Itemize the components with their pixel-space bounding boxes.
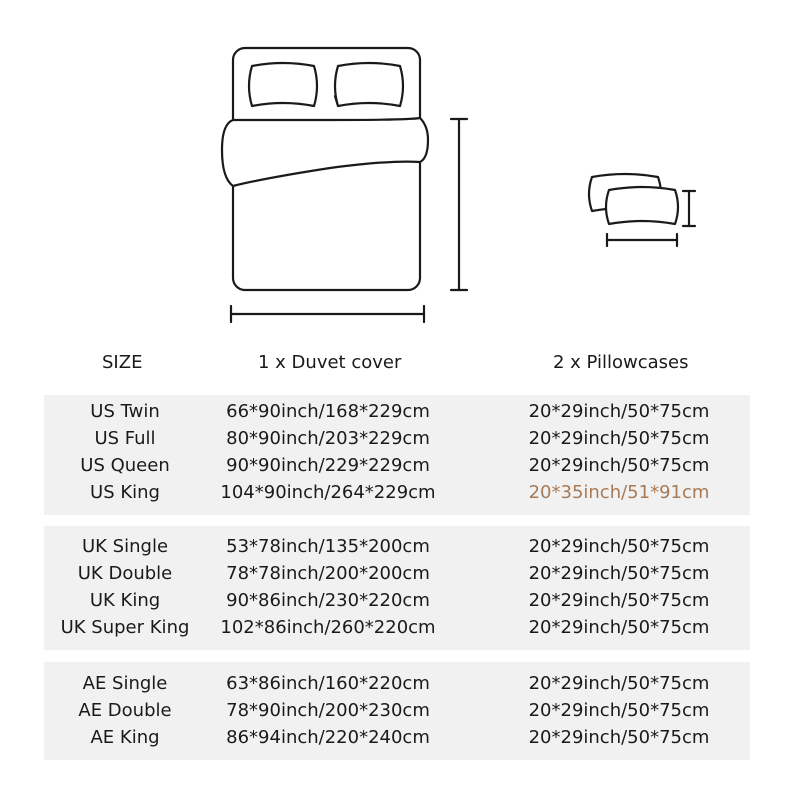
pillow-cell: 20*29inch/50*75cm <box>528 428 710 449</box>
pillow-cell: 20*29inch/50*75cm <box>528 401 710 422</box>
duvet-cell: 104*90inch/264*229cm <box>220 482 436 503</box>
table-row <box>44 614 750 641</box>
bed-icon <box>222 48 428 290</box>
table-row <box>44 479 750 506</box>
bedding-illustration <box>0 0 800 340</box>
duvet-cell: 78*78inch/200*200cm <box>226 563 430 584</box>
table-row <box>44 697 750 724</box>
duvet-cell: 66*90inch/168*229cm <box>226 401 430 422</box>
size-cell: AE Double <box>78 700 172 721</box>
table-row <box>44 560 750 587</box>
duvet-cell: 90*86inch/230*220cm <box>226 590 430 611</box>
pillow-cell: 20*29inch/50*75cm <box>528 617 710 638</box>
us-size-group <box>44 395 750 515</box>
table-row <box>44 670 750 697</box>
duvet-cell: 86*94inch/220*240cm <box>226 727 430 748</box>
duvet-column-header: 1 x Duvet cover <box>258 352 402 373</box>
size-cell: UK Single <box>81 536 169 557</box>
table-row <box>44 724 750 751</box>
size-cell: US King <box>90 482 160 503</box>
pillow-cell: 20*29inch/50*75cm <box>528 673 710 694</box>
duvet-height-dimension-icon <box>451 119 467 290</box>
pillowcases-icon <box>589 174 678 224</box>
pillow-cell: 20*29inch/50*75cm <box>528 563 710 584</box>
pillow-cell-highlighted: 20*35inch/51*91cm <box>528 482 710 503</box>
table-row <box>44 398 750 425</box>
pillow-cell: 20*29inch/50*75cm <box>528 536 710 557</box>
duvet-cell: 102*86inch/260*220cm <box>220 617 436 638</box>
ae-size-group <box>44 662 750 760</box>
uk-size-group <box>44 526 750 650</box>
pillow-cell: 20*29inch/50*75cm <box>528 700 710 721</box>
size-cell: US Queen <box>80 455 170 476</box>
size-cell: US Twin <box>90 401 160 422</box>
size-cell: UK Super King <box>60 617 190 638</box>
duvet-cell: 63*86inch/160*220cm <box>226 673 430 694</box>
pillow-cell: 20*29inch/50*75cm <box>528 455 710 476</box>
table-header <box>0 352 800 380</box>
size-column-header: SIZE <box>102 352 143 373</box>
size-cell: UK King <box>89 590 161 611</box>
pillow-cell: 20*29inch/50*75cm <box>528 727 710 748</box>
table-row <box>44 587 750 614</box>
size-cell: AE King <box>90 727 160 748</box>
size-cell: US Full <box>94 428 156 449</box>
table-row <box>44 452 750 479</box>
duvet-width-dimension-icon <box>231 306 424 322</box>
pillow-cell: 20*29inch/50*75cm <box>528 590 710 611</box>
duvet-cell: 78*90inch/200*230cm <box>226 700 430 721</box>
duvet-cell: 53*78inch/135*200cm <box>226 536 430 557</box>
pillow-column-header: 2 x Pillowcases <box>553 352 689 373</box>
size-cell: AE Single <box>82 673 168 694</box>
size-cell: UK Double <box>77 563 173 584</box>
table-row <box>44 425 750 452</box>
table-row <box>44 533 750 560</box>
duvet-cell: 90*90inch/229*229cm <box>226 455 430 476</box>
duvet-cell: 80*90inch/203*229cm <box>226 428 430 449</box>
